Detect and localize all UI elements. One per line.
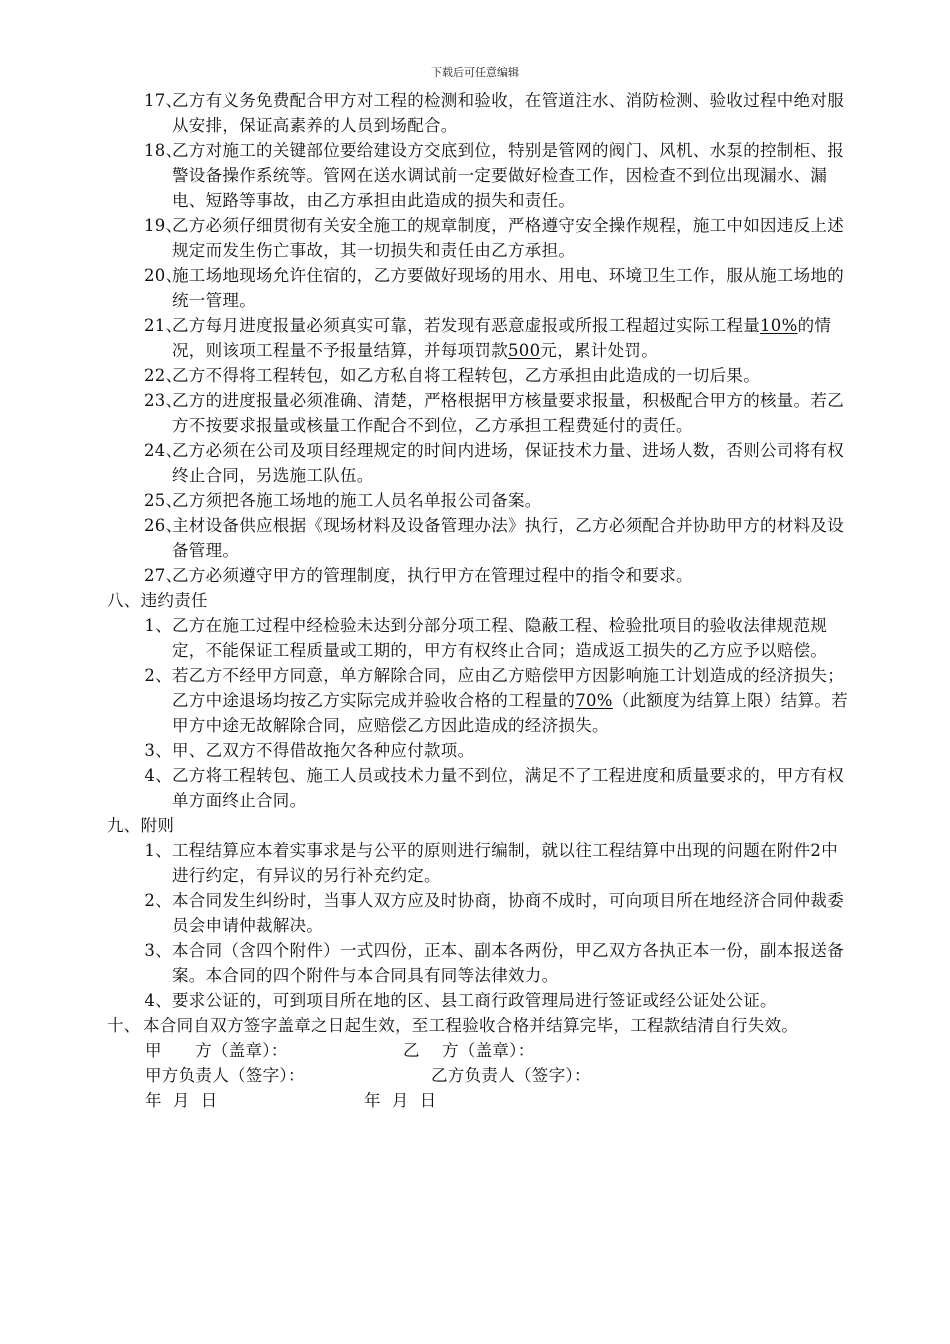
party-b-date: 年 月 日	[364, 1091, 437, 1110]
clause-number: 18、	[144, 141, 183, 160]
party-a-seal-label: 甲 方（盖章）：	[145, 1041, 288, 1060]
seal-line	[0, 1038, 950, 1063]
clause-text: 乙方每月进度报量必须真实可靠，若发现有恶意虚报或所报工程超过实际工程量	[172, 316, 760, 335]
clause-number: 27、	[144, 566, 183, 585]
clause-number: 23、	[144, 391, 183, 410]
clause-text: 乙方必须在公司及项目经理规定的时间内进场，保证技术力量、进场人数，否则公司将有权终止合同，另选施工队伍。	[172, 441, 844, 485]
item-number: 2、	[144, 666, 172, 685]
clause-22	[144, 363, 852, 388]
page-header: 下载后可任意编辑	[431, 66, 519, 79]
item-number: 2、	[144, 891, 172, 910]
clause-text: 乙方有义务免费配合甲方对工程的检测和验收，在管道注水、消防检测、验收过程中绝对服从安排，保证高素养的人员到场配合。	[172, 91, 844, 135]
section-8-item-1	[144, 613, 852, 663]
section-8-item-3	[144, 738, 852, 763]
section-9-item-4	[144, 988, 852, 1013]
clause-text: 乙方必须仔细贯彻有关安全施工的规章制度，严格遵守安全操作规程，施工中如因违反上述规定而发生伤亡事故，其一切损失和责任由乙方承担。	[172, 216, 844, 260]
item-text: 工程结算应本着实事求是与公平的原则进行编制，就以往工程结算中出现的问题在附件2中进行约定，有异议的另行补充约定。	[172, 841, 838, 885]
item-number: 3、	[144, 941, 172, 960]
party-b-seal-label: 乙 方（盖章）：	[403, 1041, 535, 1060]
item-text: 要求公证的，可到项目所在地的区、县工商行政管理局进行签证或经公证处公证。	[172, 991, 777, 1010]
section-8-title: 八、违约责任	[107, 591, 208, 610]
clause-text: 乙方必须遵守甲方的管理制度，执行甲方在管理过程中的指令和要求。	[172, 566, 693, 585]
item-number: 4、	[144, 766, 172, 785]
clause-number: 25、	[144, 491, 183, 510]
item-number: 4、	[144, 991, 172, 1010]
item-number: 1、	[144, 841, 172, 860]
clause-number: 19、	[144, 216, 183, 235]
clause-17	[144, 88, 852, 138]
clause-text: 元，累计处罚。	[540, 341, 659, 360]
item-text: 甲、乙双方不得借故拖欠各种应付款项。	[172, 741, 475, 760]
item-text: 本合同发生纠纷时，当事人双方应及时协商，协商不成时，可向项目所在地经济合同仲裁委员会申请仲裁解决。	[172, 891, 844, 935]
section-9-item-2	[144, 888, 852, 938]
clause-text: 的情况，则该项工程量不予报量结算，并每项罚款	[172, 316, 832, 360]
party-a-rep-label: 甲方负责人（签字）：	[145, 1066, 305, 1085]
clause-24	[144, 438, 852, 488]
item-text: 乙方在施工过程中经检验未达到分部分项工程、隐蔽工程、检验批项目的验收法律规范规定，不能保证工程质量或工期的，甲方有权终止合同；造成返工损失的乙方应予以赔偿。	[172, 616, 828, 660]
section-9-item-1	[144, 838, 852, 888]
clause-number: 24、	[144, 441, 183, 460]
overreport-threshold: 10%	[760, 316, 798, 335]
item-number: 1、	[144, 616, 172, 635]
clause-21	[144, 313, 852, 363]
representative-line	[0, 1063, 950, 1088]
item-text: 乙方将工程转包、施工人员或技术力量不到位，满足不了工程进度和质量要求的，甲方有权单方面终止合同。	[172, 766, 844, 810]
clause-26	[144, 513, 852, 563]
item-number: 3、	[144, 741, 172, 760]
party-a-date: 年 月 日	[145, 1091, 218, 1110]
clause-number: 20、	[144, 266, 183, 285]
settlement-percentage: 70%	[575, 691, 613, 710]
clause-text: 主材设备供应根据《现场材料及设备管理办法》执行，乙方必须配合并协助甲方的材料及设备管理。	[172, 516, 844, 560]
clause-number: 26、	[144, 516, 183, 535]
section-8-item-2	[144, 663, 852, 738]
clause-text: 施工场地现场允许住宿的，乙方要做好现场的用水、用电、环境卫生工作，服从施工场地的统一管理。	[172, 266, 844, 310]
section-10	[107, 1013, 852, 1038]
clause-25	[144, 488, 852, 513]
date-line	[0, 1088, 950, 1113]
section-8-item-4	[144, 763, 852, 813]
section-10-number: 十、	[107, 1016, 141, 1035]
clause-number: 17、	[144, 91, 183, 110]
section-9-title: 九、附则	[107, 816, 175, 835]
contract-body	[0, 88, 950, 1113]
clause-text: 乙方的进度报量必须准确、清楚，严格根据甲方核量要求报量，积极配合甲方的核量。若乙方不按要求报量或核量工作配合不到位，乙方承担工程费延付的责任。	[172, 391, 844, 435]
item-text: （此额度为结算上限）结算。若甲方中途无故解除合同，应赔偿乙方因此造成的经济损失。	[172, 691, 848, 735]
penalty-amount: 500	[508, 341, 541, 360]
clause-text: 乙方须把各施工场地的施工人员名单报公司备案。	[172, 491, 542, 510]
item-text: 本合同（含四个附件）一式四份，正本、副本各两份，甲乙双方各执正本一份，副本报送备案。本合同的四个附件与本合同具有同等法律效力。	[172, 941, 844, 985]
clause-18	[144, 138, 852, 213]
clause-number: 21、	[144, 316, 183, 335]
clause-23	[144, 388, 852, 438]
item-text: 若乙方不经甲方同意，单方解除合同，应由乙方赔偿甲方因影响施工计划造成的经济损失；乙方中途退场均按乙方实际完成并验收合格的工程量的	[172, 666, 844, 710]
clause-19	[144, 213, 852, 263]
clause-27	[144, 563, 852, 588]
clause-text: 乙方不得将工程转包，如乙方私自将工程转包，乙方承担由此造成的一切后果。	[172, 366, 760, 385]
clause-20	[144, 263, 852, 313]
section-9-item-3	[144, 938, 852, 988]
clause-text: 乙方对施工的关键部位要给建设方交底到位，特别是管网的阀门、风机、水泵的控制柜、报警设备操作系统等。管网在送水调试前一定要做好检查工作，因检查不到位出现漏水、漏电、短路等事故，由乙方承担由此造成的损失和责任。	[172, 141, 844, 210]
party-b-rep-label: 乙方负责人（签字）：	[431, 1066, 591, 1085]
clause-number: 22、	[144, 366, 183, 385]
section-10-text: 本合同自双方签字盖章之日起生效，至工程验收合格并结算完毕，工程款结清自行失效。	[143, 1016, 799, 1035]
